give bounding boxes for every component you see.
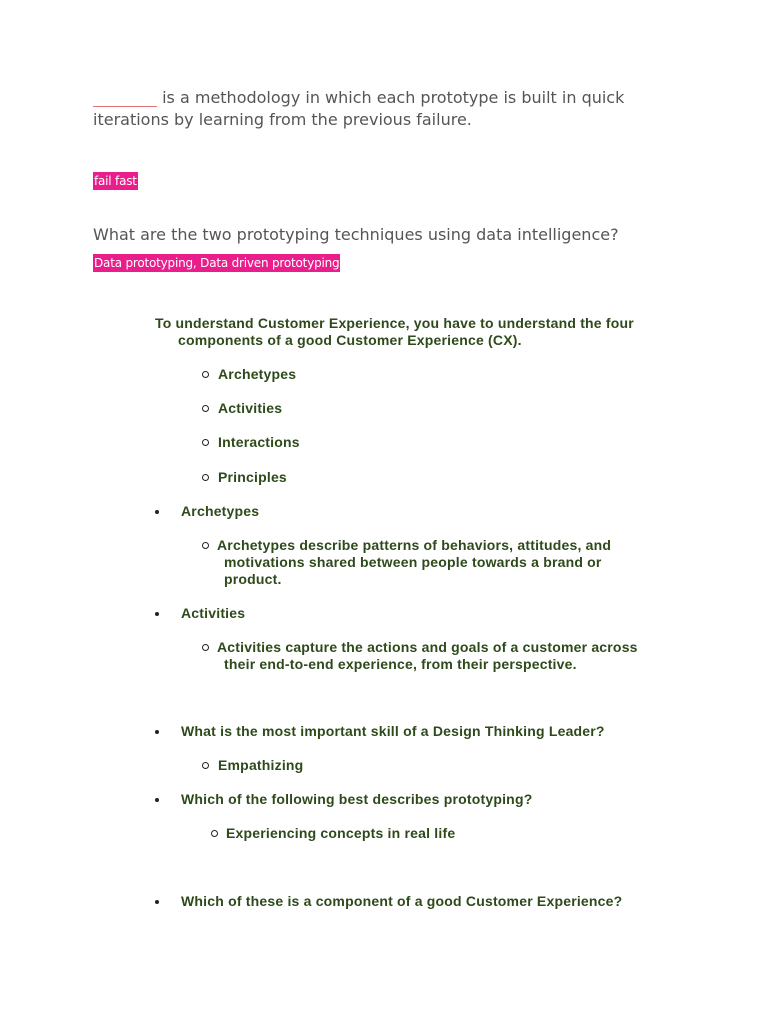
qa-answer: Empathizing [218, 757, 304, 773]
component-item: Activities [218, 400, 283, 416]
qa-question: What is the most important skill of a Design Thinking Leader? [181, 723, 605, 739]
activities-detail-line: their end-to-end experience, from their perspective. [224, 656, 577, 672]
circle-bullet-icon [202, 762, 209, 769]
circle-bullet-icon [202, 474, 209, 481]
component-item: Interactions [218, 434, 300, 450]
cx-intro-line-2: components of a good Customer Experience (CX). [178, 332, 522, 348]
circle-bullet-icon [202, 542, 209, 549]
circle-bullet-icon [202, 405, 209, 412]
archetypes-detail-line: product. [224, 571, 282, 587]
archetypes-detail-line: Archetypes describe patterns of behaviors, attitudes, and [217, 537, 612, 553]
component-item: Principles [218, 469, 287, 485]
activities-detail-line: Activities capture the actions and goals of a customer across [217, 639, 638, 655]
disc-bullet-icon [155, 900, 159, 904]
circle-bullet-icon [202, 371, 209, 378]
circle-bullet-icon [202, 439, 209, 446]
answer-blank [93, 90, 157, 107]
question-fill-blank [93, 87, 653, 131]
question-text: is a methodology in which each prototype is built in quick iterations by learning from the previous failure. [93, 88, 625, 129]
disc-bullet-icon [155, 730, 159, 734]
qa-question: Which of these is a component of a good Customer Experience? [181, 893, 623, 909]
component-item: Archetypes [218, 366, 297, 382]
disc-bullet-icon [155, 612, 159, 616]
archetypes-detail-line: motivations shared between people towards a brand or [224, 554, 602, 570]
disc-bullet-icon [155, 510, 159, 514]
section-heading-activities: Activities [181, 605, 246, 621]
circle-bullet-icon [211, 830, 218, 837]
qa-answer: Experiencing concepts in real life [226, 825, 456, 841]
answer-highlight-data-prototyping: Data prototyping, Data driven prototyping [94, 256, 340, 270]
section-heading-archetypes: Archetypes [181, 503, 260, 519]
question-prototyping-techniques: What are the two prototyping techniques using data intelligence? [93, 225, 619, 244]
cx-intro-line-1: To understand Customer Experience, you have to understand the four [155, 315, 634, 331]
circle-bullet-icon [202, 644, 209, 651]
answer-highlight-fail-fast: fail fast [94, 174, 137, 188]
qa-question: Which of the following best describes prototyping? [181, 791, 533, 807]
disc-bullet-icon [155, 798, 159, 802]
